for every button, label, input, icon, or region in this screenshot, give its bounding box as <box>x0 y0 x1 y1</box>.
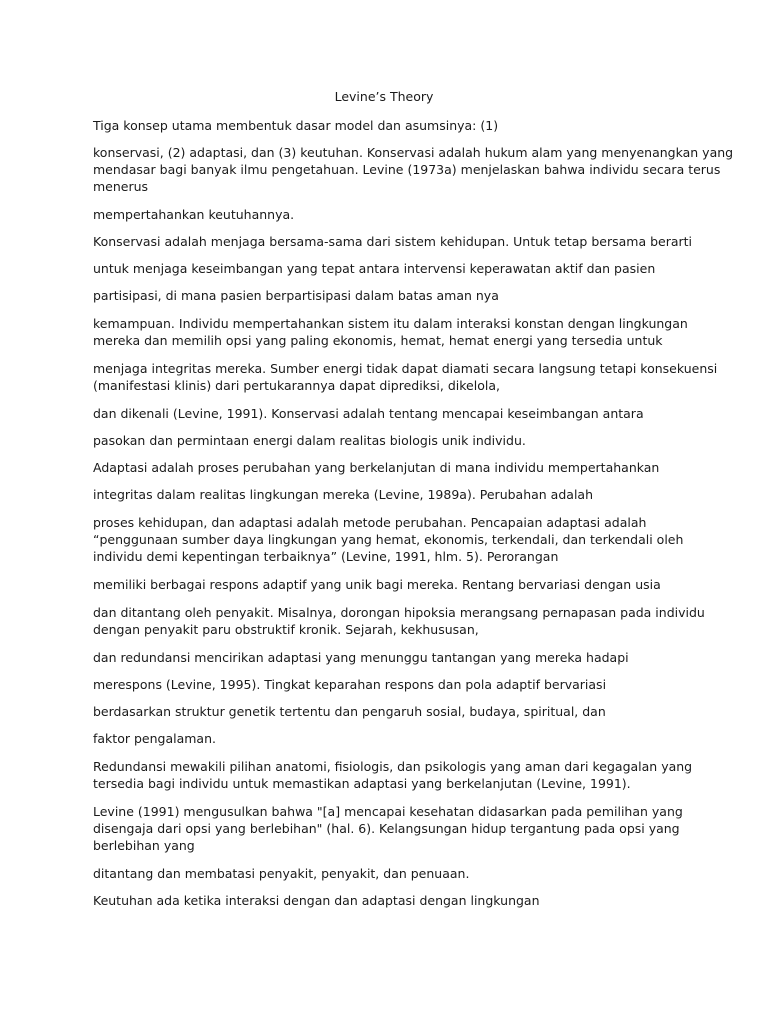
paragraph-line: merespons (Levine, 1995). Tingkat keparahan respons dan pola adaptif bervariasi <box>93 677 607 692</box>
paragraph-line: Tiga konsep utama membentuk dasar model dan asumsinya: (1) <box>93 118 499 133</box>
paragraph-line: mempertahankan keutuhannya. <box>93 207 295 222</box>
paragraph-line: untuk menjaga keseimbangan yang tepat antara intervensi keperawatan aktif dan pasien <box>93 261 656 276</box>
paragraph <box>93 360 718 394</box>
paragraph-line: dan redundansi mencirikan adaptasi yang menunggu tantangan yang mereka hadapi <box>93 650 629 665</box>
paragraph-line: dan ditantang oleh penyakit. Misalnya, dorongan hipoksia merangsang pernapasan pada individu <box>93 605 705 620</box>
paragraph <box>93 758 693 792</box>
paragraph-line: partisipasi, di mana pasien berpartisipasi dalam batas aman nya <box>93 288 499 303</box>
paragraph-line: proses kehidupan, dan adaptasi adalah metode perubahan. Pencapaian adaptasi adalah <box>93 515 647 530</box>
paragraph-line: pasokan dan permintaan energi dalam realitas biologis unik individu. <box>93 433 526 448</box>
paragraph <box>93 865 683 882</box>
paragraph-line: (manifestasi klinis) dari pertukarannya dapat diprediksi, dikelola, <box>93 378 500 393</box>
paragraph-line: berlebihan yang <box>93 838 195 853</box>
paragraph-line: menjaga integritas mereka. Sumber energi tidak dapat diamati secara langsung tetapi konsekuensi <box>93 361 718 376</box>
paragraph-line: disengaja dari opsi yang berlebihan" (hal. 6). Kelangsungan hidup tergantung pada opsi yang <box>93 821 680 836</box>
paragraph-line: ditantang dan membatasi penyakit, penyakit, dan penuaan. <box>93 866 470 881</box>
paragraph-line: “penggunaan sumber daya lingkungan yang hemat, ekonomis, terkendali, dan terkendali oleh <box>93 532 684 547</box>
paragraph <box>93 514 683 565</box>
paragraph-line: individu demi kepentingan terbaiknya” (Levine, 1991, hlm. 5). Perorangan <box>93 549 559 564</box>
paragraph <box>93 803 683 854</box>
paragraph-line: kemampuan. Individu mempertahankan sistem itu dalam interaksi konstan dengan lingkungan <box>93 316 688 331</box>
paragraph-line: mereka dan memilih opsi yang paling ekonomis, hemat, hemat energi yang tersedia untuk <box>93 333 663 348</box>
paragraph <box>93 260 683 277</box>
paragraph <box>93 233 693 250</box>
paragraph <box>93 604 705 638</box>
paragraph-line: Konservasi adalah menjaga bersama-sama dari sistem kehidupan. Untuk tetap bersama berarti <box>93 234 693 249</box>
paragraph-line: dan dikenali (Levine, 1991). Konservasi adalah tentang mencapai keseimbangan antara <box>93 406 644 421</box>
paragraph-line: konservasi, (2) adaptasi, dan (3) keutuhan. Konservasi adalah hukum alam yang menyenangkan yang <box>93 145 734 160</box>
paragraph-line: memiliki berbagai respons adaptif yang unik bagi mereka. Rentang bervariasi dengan usia <box>93 577 661 592</box>
paragraph-line: faktor pengalaman. <box>93 731 216 746</box>
paragraph-line: mendasar bagi banyak ilmu pengetahuan. Levine (1973a) menjelaskan bahwa individu secara terus <box>93 162 721 177</box>
paragraph-line: Levine (1991) mengusulkan bahwa "[a] mencapai kesehatan didasarkan pada pemilihan yang <box>93 804 683 819</box>
paragraph <box>93 144 734 195</box>
paragraph <box>93 486 683 503</box>
paragraph <box>93 459 683 476</box>
paragraph <box>93 730 683 747</box>
paragraph <box>93 892 683 909</box>
paragraph-line: dengan penyakit paru obstruktif kronik. Sejarah, kekhususan, <box>93 622 479 637</box>
paragraph <box>93 206 683 223</box>
paragraph-line: Redundansi mewakili pilihan anatomi, fisiologis, dan psikologis yang aman dari kegagalan yang <box>93 759 693 774</box>
paragraph <box>93 405 683 422</box>
paragraph <box>93 432 683 449</box>
document-title: Levine’s Theory <box>334 89 434 104</box>
paragraph-line: berdasarkan struktur genetik tertentu dan pengaruh sosial, budaya, spiritual, dan <box>93 704 606 719</box>
paragraph-line: menerus <box>93 179 149 194</box>
paragraph-line: Adaptasi adalah proses perubahan yang berkelanjutan di mana individu mempertahankan <box>93 460 660 475</box>
paragraph <box>93 287 683 304</box>
paragraph <box>93 576 683 593</box>
paragraph <box>93 649 683 666</box>
paragraph <box>93 315 688 349</box>
paragraph-line: integritas dalam realitas lingkungan mereka (Levine, 1989a). Perubahan adalah <box>93 487 593 502</box>
paragraph <box>93 703 683 720</box>
paragraph <box>93 117 683 134</box>
paragraph-line: Keutuhan ada ketika interaksi dengan dan adaptasi dengan lingkungan <box>93 893 540 908</box>
paragraph-line: tersedia bagi individu untuk memastikan adaptasi yang berkelanjutan (Levine, 1991). <box>93 776 631 791</box>
paragraph <box>93 676 683 693</box>
